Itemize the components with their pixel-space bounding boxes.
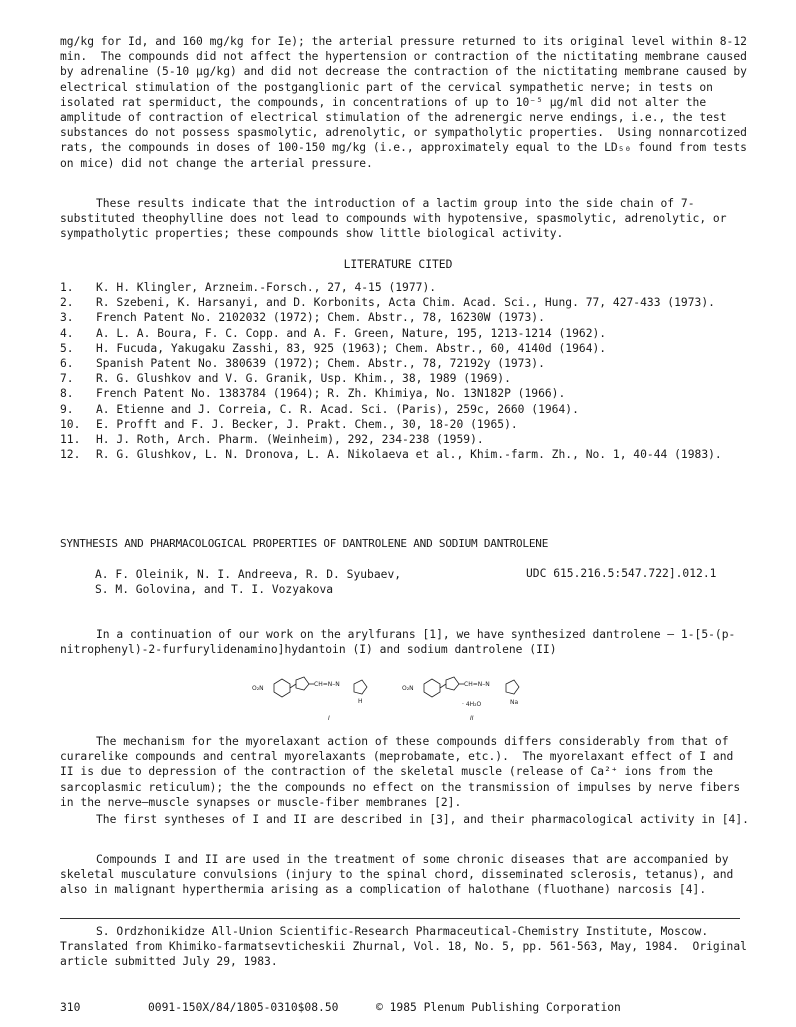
benzene-ring-1 xyxy=(274,679,290,697)
paragraph-results: mg/kg for Id, and 160 mg/kg for Ie); the arterial pressure returned to its original level within 8-12 min. The compounds did not affect the hypertension or contraction of the nictitating membrane caused by adrenaline (5-10 µg/kg) and did not decrease the contraction of the nictitating membrane caused by electrical stimulation of the postganglionic part of the cervical sympathetic nerve; in tests on isolated rat spermiduct, the compounds, in concentrations of up to 10⁻⁵ µg/ml did not alter the amplitude of contraction of electrical stimulation of the adrenergic nerve endings, i.e., the test substances do not possess spasmolytic, adrenolytic, or sympatholytic properties. Using nonnarcotized rats, the compounds in doses of 100-150 mg/kg (i.e., approximately equal to the LD₅₀ found from tests on mice) did not change the arterial pressure. xyxy=(60,35,754,170)
reference-item xyxy=(60,386,750,401)
footnote-divider xyxy=(60,918,740,919)
hydantoin-ring-2 xyxy=(506,680,519,694)
dantrolene-structure-diagram xyxy=(250,670,550,730)
reference-item xyxy=(60,341,750,356)
compound-i-label: I xyxy=(328,715,330,722)
reference-number: 1. xyxy=(60,281,74,294)
reference-number: 8. xyxy=(60,387,74,401)
sodium-label: Na xyxy=(510,699,519,706)
furan-ring-1 xyxy=(296,677,309,690)
article-title: SYNTHESIS AND PHARMACOLOGICAL PROPERTIES OF DANTROLENE AND SODIUM DANTROLENE xyxy=(60,537,549,550)
authors xyxy=(95,567,401,597)
reference-number: 2. xyxy=(60,296,74,310)
reference-item xyxy=(60,295,750,310)
hydrate-label: · 4H₂O xyxy=(462,701,482,708)
reference-number: 12. xyxy=(60,448,81,462)
benzene-ring-2 xyxy=(424,679,440,697)
reference-item xyxy=(60,326,750,341)
reference-text: French Patent No. 1383784 (1964); R. Zh. Khimiya, No. 13N182P (1966). xyxy=(96,387,566,401)
reference-text: H. J. Roth, Arch. Pharm. (Weinheim), 292, 234-238 (1959). xyxy=(96,433,484,447)
reference-text: Spanish Patent No. 380639 (1972); Chem. Abstr., 78, 72192y (1973). xyxy=(96,357,545,371)
paragraph-intro: In a continuation of our work on the arylfurans [1], we have synthesized dantrolene — 1-[5-(p-nitrophenyl)-2-furfurylidenamino]hydantoin (I) and sodium dantrolene (II) xyxy=(60,628,736,657)
paragraph-syntheses: The first syntheses of I and II are described in [3], and their pharmacological activity in [4]. xyxy=(96,813,749,826)
reference-number: 10. xyxy=(60,417,81,431)
imine-label-2: CH=N–N xyxy=(464,681,490,688)
reference-text: E. Profft and F. J. Becker, J. Prakt. Chem., 30, 18-20 (1965). xyxy=(96,417,518,431)
nh-label: H xyxy=(358,698,363,705)
reference-text: K. H. Klingler, Arzneim.-Forsch., 27, 4-15 (1977). xyxy=(96,281,437,294)
reference-text: French Patent No. 2102032 (1972); Chem. Abstr., 78, 16230W (1973). xyxy=(96,311,545,325)
copyright: © 1985 Plenum Publishing Corporation xyxy=(376,1001,621,1014)
reference-number: 11. xyxy=(60,433,81,447)
literature-cited-heading: LITERATURE CITED xyxy=(343,258,453,271)
imine-label-1: CH=N–N xyxy=(314,681,340,688)
reference-item xyxy=(60,432,750,447)
reference-number: 9. xyxy=(60,402,74,416)
reference-text: A. Etienne and J. Correia, C. R. Acad. Sci. (Paris), 259c, 2660 (1964). xyxy=(96,402,579,416)
reference-text: H. Fucuda, Yakugaku Zasshi, 83, 925 (1963); Chem. Abstr., 60, 4140d (1964). xyxy=(96,341,607,355)
nitro-label-2: O₂N xyxy=(402,685,414,692)
reference-number: 3. xyxy=(60,311,74,325)
udc-code: UDC 615.216.5:547.722].012.1 xyxy=(526,567,717,580)
reference-item xyxy=(60,310,750,325)
reference-list xyxy=(60,280,750,462)
reference-text: R. Szebeni, K. Harsanyi, and D. Korbonits, Acta Chim. Acad. Sci., Hung. 77, 427-433 (1973). xyxy=(96,296,715,310)
hydantoin-ring-1 xyxy=(354,680,367,694)
paragraph-mechanism: The mechanism for the myorelaxant action of these compounds differs considerably from that of curarelike compounds and central myorelaxants (meprobamate, etc.). The myorelaxant effect of I and II is due to depression of the contraction of the skeletal muscle (release of Ca²⁺ ions from the sarcoplasmic reticulum); the the compounds no effect on the transmission of impulses by nerve fibers in the nerve–muscle synapses or muscle-fiber membranes [2]. xyxy=(60,735,747,809)
page-number: 310 xyxy=(60,1001,81,1014)
authors-line-2: S. M. Golovina, and T. I. Vozyakova xyxy=(95,583,334,597)
reference-item xyxy=(60,356,750,371)
furan-ring-2 xyxy=(446,677,459,690)
issn-code: 0091-150X/84/1805-0310$08.50 xyxy=(148,1001,339,1014)
reference-text: R. G. Glushkov, L. N. Dronova, L. A. Nikolaeva et al., Khim.-farm. Zh., No. 1, 40-44 (1983). xyxy=(96,448,722,462)
reference-number: 4. xyxy=(60,326,74,340)
reference-item xyxy=(60,402,750,417)
reference-item xyxy=(60,447,750,462)
compound-ii-label: II xyxy=(470,715,474,722)
reference-item xyxy=(60,280,750,295)
reference-number: 6. xyxy=(60,357,74,371)
reference-number: 7. xyxy=(60,372,74,386)
reference-text: A. L. A. Boura, F. C. Copp. and A. F. Green, Nature, 195, 1213-1214 (1962). xyxy=(96,326,607,340)
nitro-label-1: O₂N xyxy=(252,685,264,692)
reference-item xyxy=(60,417,750,432)
affiliation-footnote: S. Ordzhonikidze All-Union Scientific-Research Pharmaceutical-Chemistry Institute, Moscow. Translated from Khimiko-farmatsevticheskii Zhurnal, Vol. 18, No. 5, pp. 561-563, May, 1984. Original article submitted July 29, 1983. xyxy=(60,925,754,969)
paragraph-uses: Compounds I and II are used in the treatment of some chronic diseases that are accompanied by skeletal musculature convulsions (injury to the spinal chord, disseminated sclerosis, tetanus), and also in malignant hyperthermia arising as a complication of halothane (fluothane) narcosis [4]. xyxy=(60,853,741,897)
reference-number: 5. xyxy=(60,341,74,355)
authors-line-1: A. F. Oleinik, N. I. Andreeva, R. D. Syubaev, xyxy=(95,568,402,581)
paragraph-conclusion: These results indicate that the introduction of a lactim group into the side chain of 7-substituted theophylline does not lead to compounds with hypotensive, spasmolytic, adrenolytic, or sympatholytic properties; these compounds show little biological activity. xyxy=(60,197,734,241)
reference-item xyxy=(60,371,750,386)
reference-text: R. G. Glushkov and V. G. Granik, Usp. Khim., 38, 1989 (1969). xyxy=(96,372,511,386)
